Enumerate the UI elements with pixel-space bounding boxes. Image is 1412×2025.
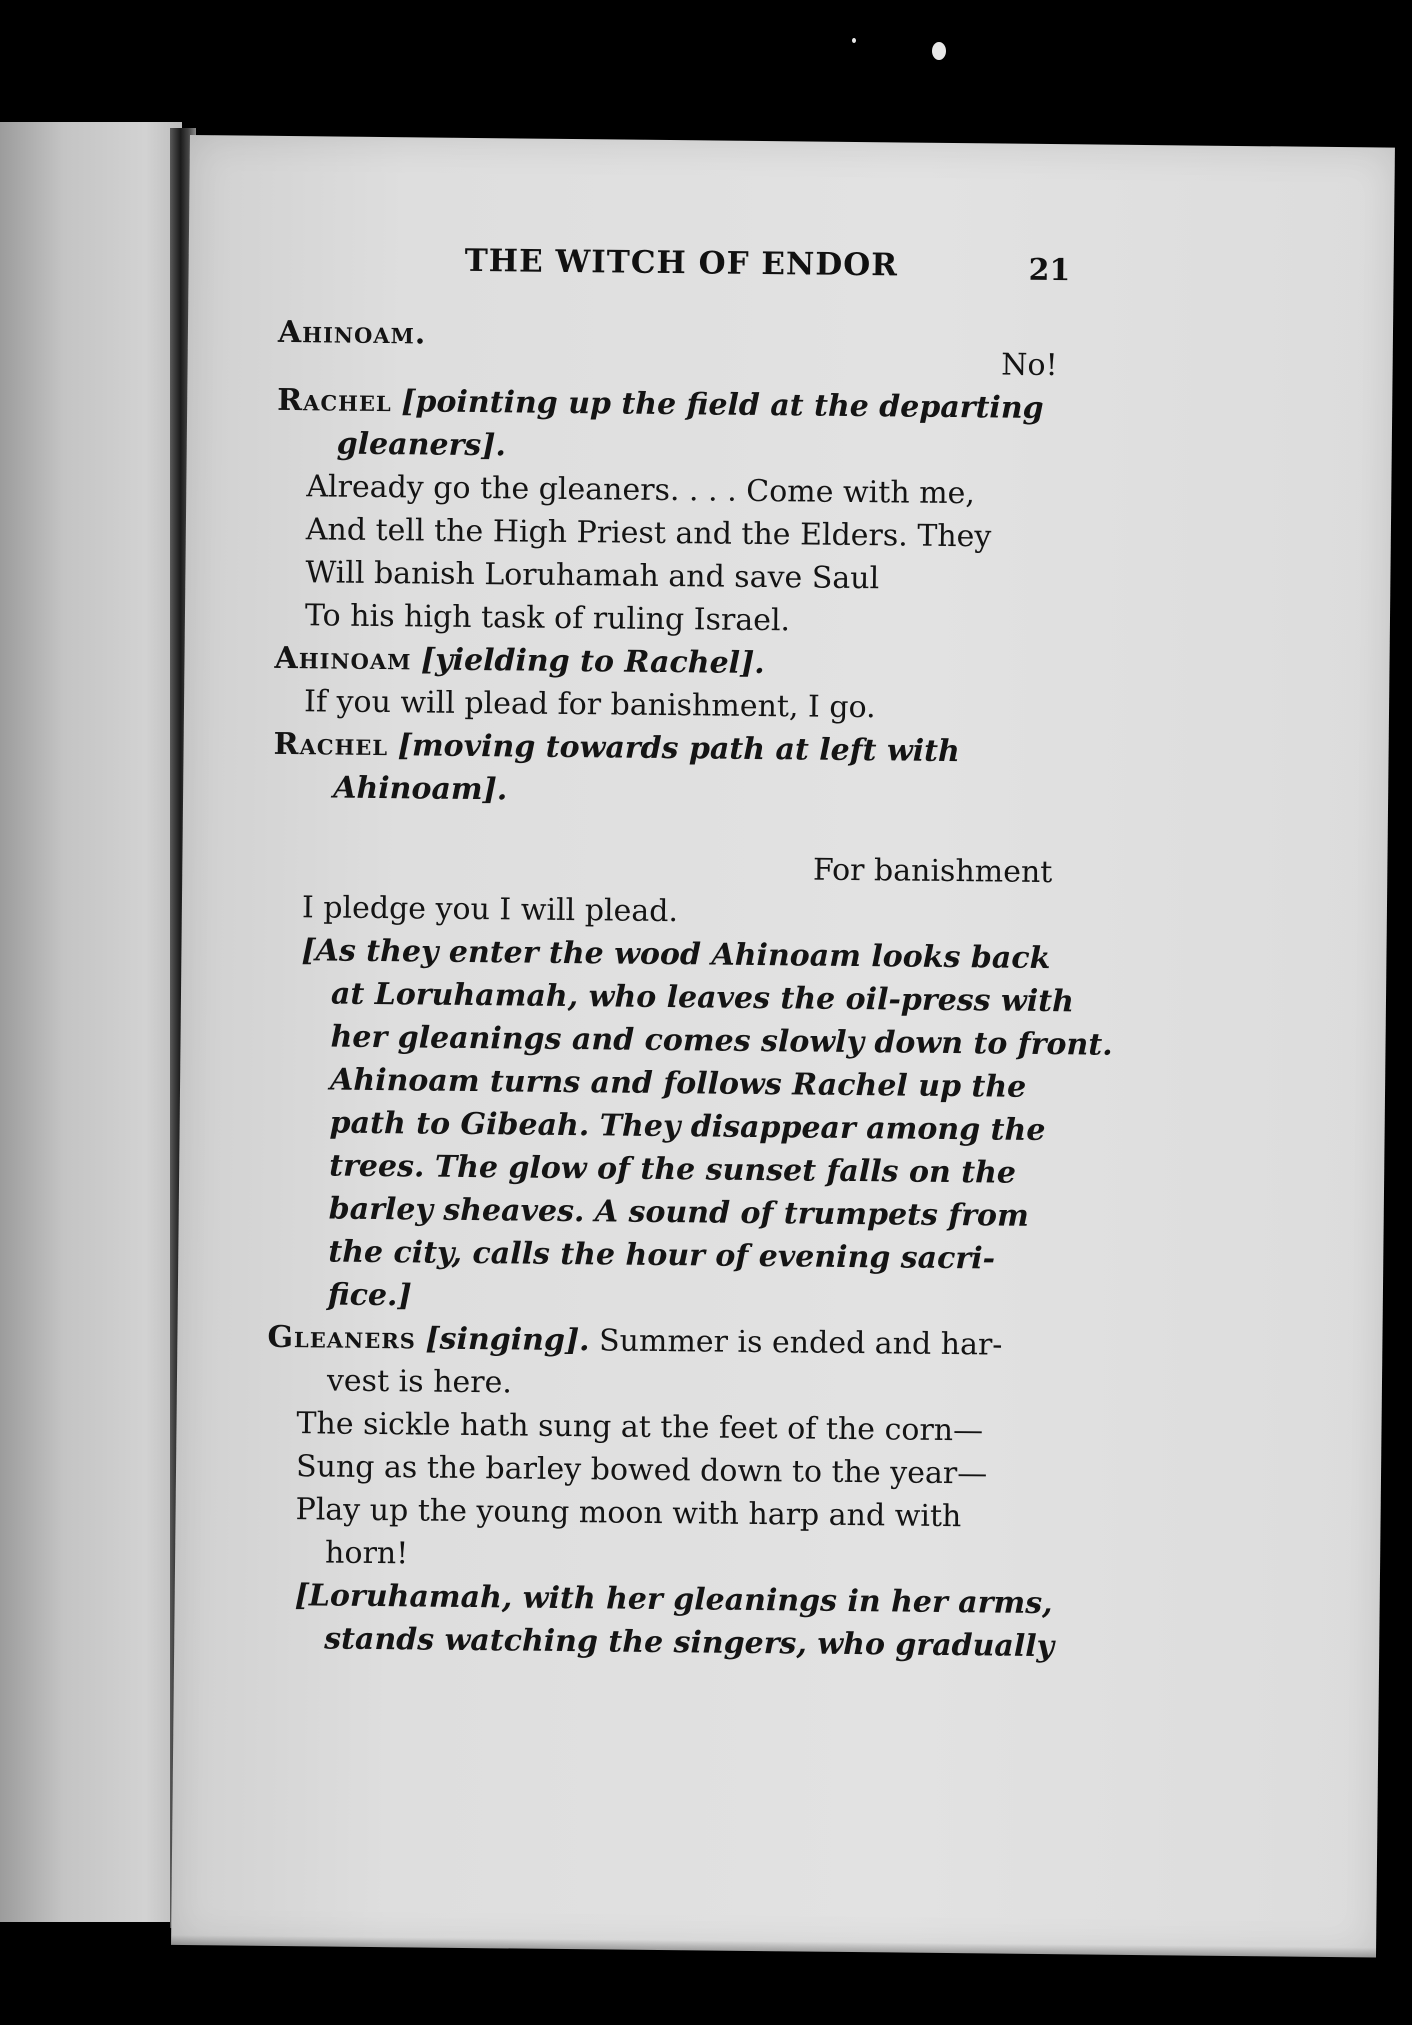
stage-direction: at Loruhamah, who leaves the oil-press with	[330, 976, 1075, 1020]
stage-direction: fice.]	[327, 1277, 412, 1314]
stage-direction: trees. The glow of the sunset falls on the	[329, 1148, 1017, 1191]
speaker-name: Ahinoam.	[277, 314, 427, 352]
dialogue-text: To his high task of ruling Israel.	[304, 598, 791, 639]
scan-speck	[932, 42, 946, 60]
page-number: 21	[1028, 252, 1071, 289]
speaker-name: Gleaners	[267, 1319, 417, 1357]
dialogue-text: The sickle hath sung at the feet of the corn—	[296, 1406, 984, 1449]
dialogue-text: Will banish Loruhamah and save Saul	[305, 555, 880, 597]
speech-line	[273, 766, 1053, 817]
facing-page-edge	[0, 122, 182, 1922]
stage-direction: the city, calls the hour of evening sacri-	[328, 1234, 996, 1277]
stage-direction: [singing].	[425, 1321, 590, 1359]
stage-direction: her gleanings and comes slowly down to front.	[330, 1019, 1113, 1063]
stage-direction: Ahinoam].	[332, 770, 508, 808]
speaker-name: Rachel	[277, 382, 392, 420]
dialogue-text: Already go the gleaners. . . . Come with me,	[306, 469, 976, 512]
stage-direction: [As they enter the wood Ahinoam looks back	[301, 933, 1051, 977]
book-page	[171, 135, 1395, 1958]
scan-speck	[852, 38, 856, 43]
stage-direction: [Loruhamah, with her gleanings in her arms,	[294, 1578, 1053, 1622]
running-title: THE WITCH OF ENDOR	[464, 242, 899, 284]
stage-direction: path to Gibeah. They disappear among the	[329, 1105, 1046, 1149]
dialogue-text: horn!	[324, 1535, 409, 1572]
speaker-name: Ahinoam	[274, 640, 412, 678]
stage-direction: barley sheaves. A sound of trumpets from	[328, 1191, 1029, 1234]
stage-direction: gleaners].	[336, 426, 507, 464]
dialogue-text: I pledge you I will plead.	[301, 890, 679, 930]
dialogue-text: If you will plead for banishment, I go.	[303, 684, 876, 726]
dialogue-text: vest is here.	[326, 1363, 513, 1401]
stage-direction: stands watching the singers, who gradually	[324, 1621, 1055, 1665]
dialogue-text: Summer is ended and har-	[598, 1323, 1003, 1363]
dialogue-text: No!	[1001, 347, 1058, 384]
stage-direction: Ahinoam turns and follows Rachel up the	[329, 1062, 1027, 1105]
dialogue-text: Sung as the barley bowed down to the year—	[295, 1449, 988, 1492]
play-text	[264, 311, 1113, 1668]
dialogue-text: And tell the High Priest and the Elders. They	[305, 512, 992, 555]
stage-direction: [moving towards path at left with	[397, 728, 960, 770]
dialogue-text: For banishment	[812, 852, 1053, 891]
stage-direction: [pointing up the field at the departing	[401, 384, 1044, 426]
stage-direction-line	[264, 1617, 1055, 1668]
speaker-name: Rachel	[273, 726, 389, 764]
stage-direction: [yielding to Rachel].	[420, 642, 765, 682]
dialogue-text: Play up the young moon with harp and with	[295, 1492, 962, 1535]
